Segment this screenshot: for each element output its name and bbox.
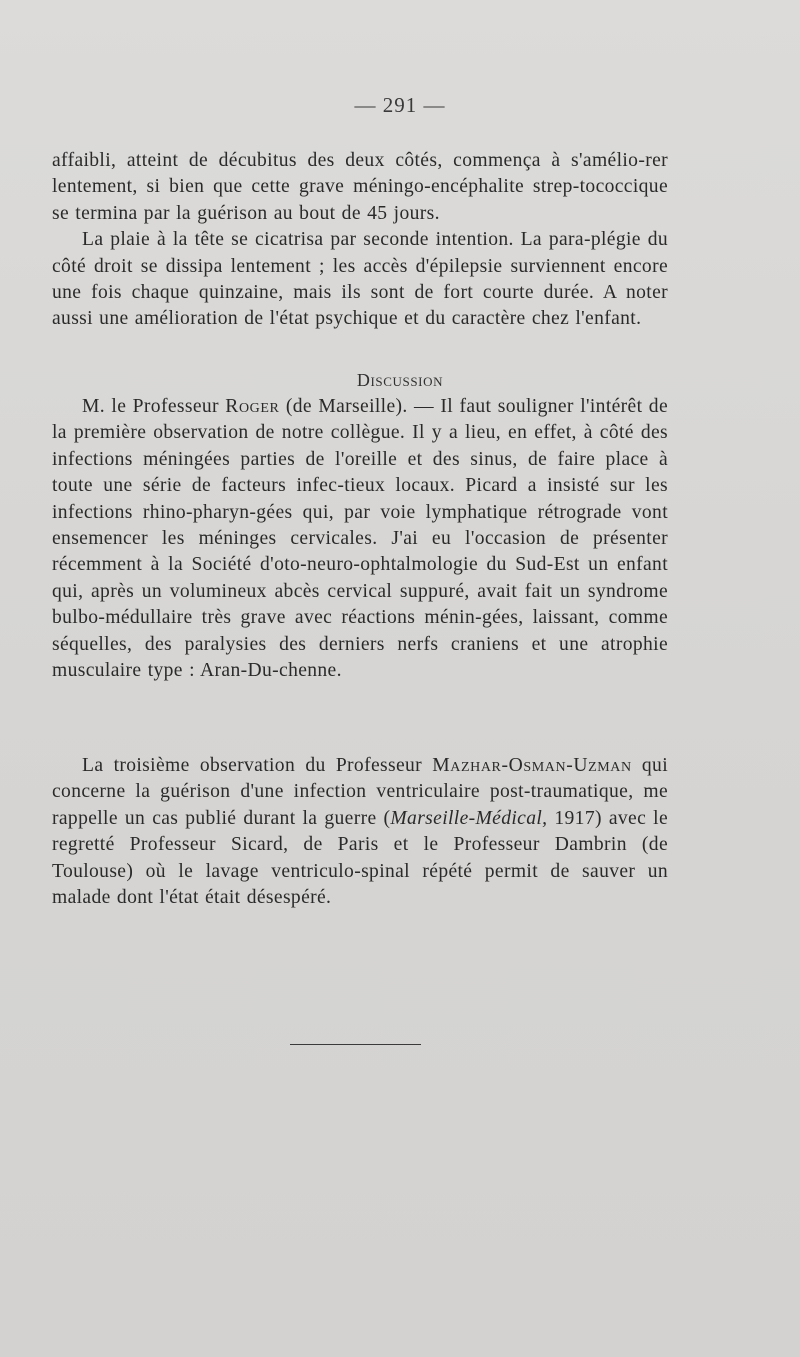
case-conclusion	[52, 148, 668, 333]
paragraph-text: qui concerne la guérison d'une infection ventriculaire post-traumatique, me rappelle un cas publié durant la guerre (	[52, 755, 668, 829]
discussion-body	[52, 394, 668, 684]
section-heading-discussion: Discussion	[356, 370, 444, 390]
paragraph-text-end: 1917) avec le regretté Professeur Sicard, de Paris et le Professeur Dambrin (de Toulouse) où le lavage ventriculo-spinal répété permit de sauver un malade dont l'état était désespéré.	[52, 807, 668, 909]
paragraph-lead: M. le Professeur	[82, 396, 226, 417]
section-end-rule	[290, 1044, 421, 1045]
paragraph-lead: La troisième observation du Professeur	[82, 755, 433, 776]
page-number: — 291 —	[354, 93, 446, 117]
paragraph-roger-remarks	[52, 394, 668, 684]
paragraph-recovery: affaibli, atteint de décubitus des deux côtés, commença à s'amélio-rer lentement, si bien que cette grave méningo-encéphalite strep-tococcique se termina par la guérison au bout de 45 jours.	[52, 150, 668, 224]
paragraph-text: (de Marseille). — Il faut souligner l'intérêt de la première observation de notre collègue. Il y a lieu, en effet, à côté des infections méningées parties de l'oreille et des sinus, de faire place à toute une série de facteurs infec-tieux locaux. Picard a insisté sur les infections rhino-pharyn-gées qui, par voie lymphatique rétrograde vont ensemencer les méninges cervicales. J'ai eu l'occasion de présenter récemment à la Société d'oto-neuro-ophtalmologie du Sud-Est un enfant qui, après un volumineux abcès cervical suppuré, avait fait un syndrome bulbo-médullaire très grave avec réactions ménin-gées, laissant, comme séquelles, des paralysies des derniers nerfs craniens et une atrophie musculaire type : Aran-Du-chenne.	[52, 396, 668, 682]
author-name-mazhar-osman-uzman: Mazhar-Osman-Uzman	[432, 755, 632, 776]
paragraph-third-observation	[52, 753, 668, 911]
discussion-body-continued	[52, 753, 668, 911]
paragraph-sequelae: La plaie à la tête se cicatrisa par seconde intention. La para-plégie du côté droit se dissipa lentement ; les accès d'épilepsie surviennent encore une fois chaque quinzaine, mais ils sont de fort courte durée. A noter aussi une amélioration de l'état psychique et du caractère chez l'enfant.	[52, 229, 668, 330]
journal-title: Marseille-Médical,	[390, 807, 548, 829]
author-name-roger: Roger	[225, 396, 280, 417]
